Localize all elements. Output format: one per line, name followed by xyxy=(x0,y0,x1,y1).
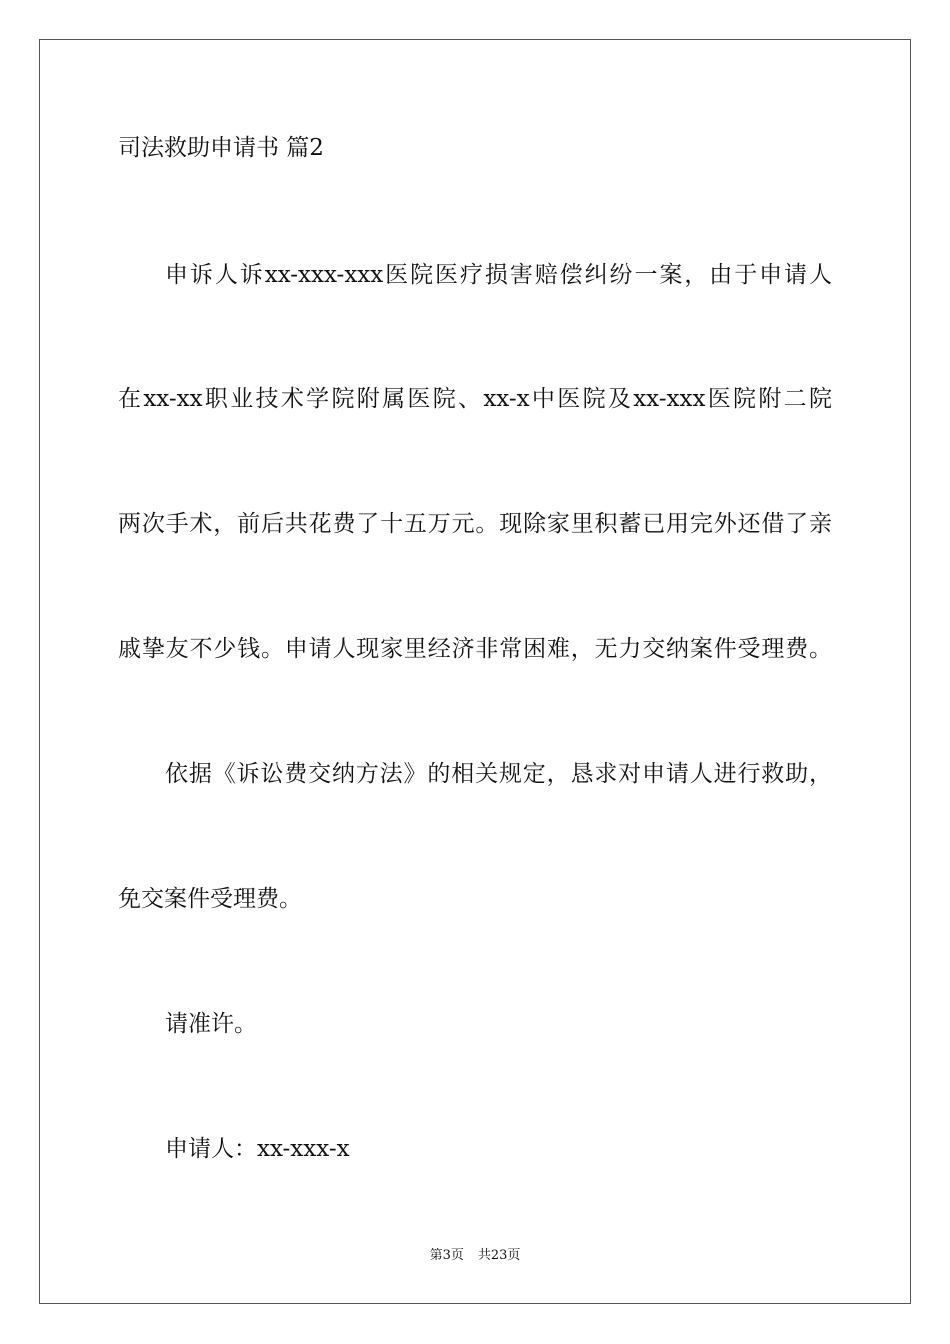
page-total: 共23页 xyxy=(477,1248,521,1263)
page-footer xyxy=(0,1248,950,1264)
paragraph-line-4: 戚挚友不少钱。申请人现家里经济非常困难，无力交纳案件受理费。 xyxy=(118,636,832,662)
paragraph-line-2: 在xx-xx职业技术学院附属医院、xx-x中医院及xx-xxx医院附二院 xyxy=(118,386,832,412)
paragraph-line-5: 依据《诉讼费交纳方法》的相关规定，恳求对申请人进行救助， xyxy=(165,761,832,787)
page-border xyxy=(39,39,911,1304)
paragraph-line-1: 申诉人诉xx-xxx-xxx医院医疗损害赔偿纠纷一案，由于申请人 xyxy=(165,262,832,288)
document-title: 司法救助申请书 篇2 xyxy=(118,135,324,161)
page-number: 第3页 xyxy=(429,1248,464,1263)
paragraph-line-6: 免交案件受理费。 xyxy=(118,886,302,912)
applicant-line: 申请人：xx-xxx-x xyxy=(165,1136,350,1162)
request-line: 请准许。 xyxy=(165,1011,257,1037)
paragraph-line-3: 两次手术，前后共花费了十五万元。现除家里积蓄已用完外还借了亲 xyxy=(118,511,832,537)
